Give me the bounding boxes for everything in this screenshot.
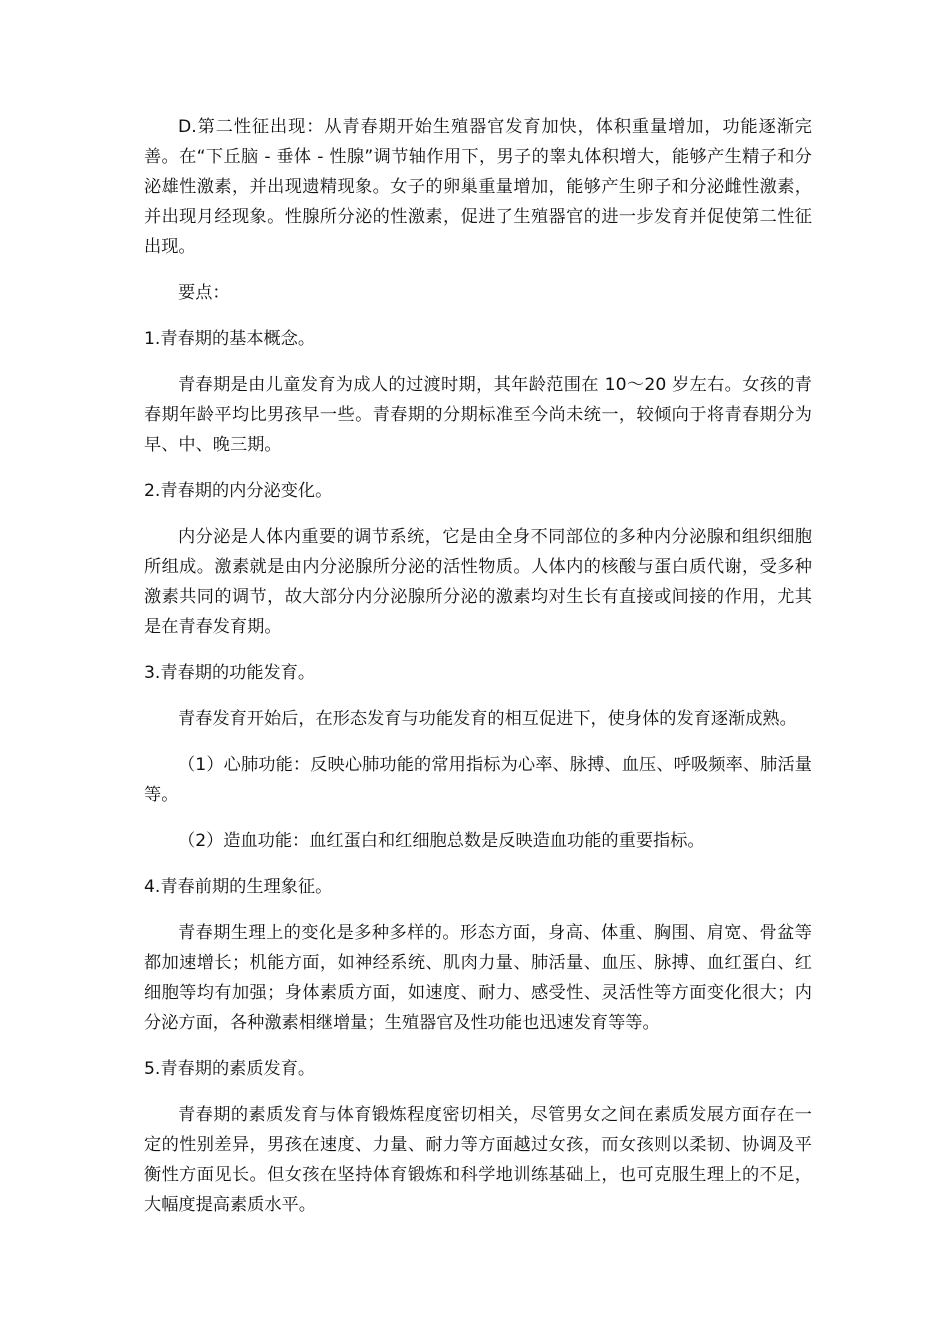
document-page — [144, 112, 812, 1220]
paragraph-key-points-label: 要点： — [178, 283, 230, 303]
heading-basic-concept: 1.青春期的基本概念。 — [144, 329, 316, 349]
paragraph-cardiopulmonary-function: （1）心肺功能：反映心肺功能的常用指标为心率、脉搏、血压、呼吸频率、肺活量等。 — [144, 755, 812, 805]
paragraph-endocrine-changes: 内分泌是人体内重要的调节系统，它是由全身不同部位的多种内分泌腺和组织细胞所组成。激素就是由内分泌腺所分泌的活性物质。人体内的核酸与蛋白质代谢，受多种激素共同的调节，故大部分内分泌腺所分泌的激素均对生长有直接或间接的作用，尤其是在青春发育期。 — [144, 527, 812, 637]
paragraph-functional-development: 青春发育开始后，在形态发育与功能发育的相互促进下，使身体的发育逐渐成熟。 — [178, 709, 797, 729]
paragraph-basic-concept: 青春期是由儿童发育为成人的过渡时期，其年龄范围在 10～20 岁左右。女孩的青春期年龄平均比男孩早一些。青春期的分期标准至今尚未统一，较倾向于将青春期分为早、中、晚三期。 — [144, 375, 812, 455]
heading-functional-development: 3.青春期的功能发育。 — [144, 663, 316, 683]
paragraph-physiological-signs: 青春期生理上的变化是多种多样的。形态方面，身高、体重、胸围、肩宽、骨盆等都加速增长；机能方面，如神经系统、肌肉力量、肺活量、血压、脉搏、血红蛋白、红细胞等均有加强；身体素质方面，如速度、耐力、感受性、灵活性等方面变化很大；内分泌方面，各种激素相继增量；生殖器官及性功能也迅速发育等等。 — [144, 923, 812, 1033]
heading-physiological-signs: 4.青春前期的生理象征。 — [144, 877, 333, 897]
heading-physical-quality: 5.青春期的素质发育。 — [144, 1059, 316, 1079]
paragraph-second-sex-characteristics: D.第二性征出现：从青春期开始生殖器官发育加快，体积重量增加，功能逐渐完善。在“下丘脑 - 垂体 - 性腺”调节轴作用下，男子的睾丸体积增大，能够产生精子和分泌雄性激素，并出现遗精现象。女子的卵巢重量增加，能够产生卵子和分泌雌性激素，并出现月经现象。性腺所分泌的性激素，促进了生殖器官的进一步发育并促使第二性征出现。 — [144, 117, 812, 257]
heading-endocrine-changes: 2.青春期的内分泌变化。 — [144, 481, 333, 501]
paragraph-hematopoietic-function: （2）造血功能：血红蛋白和红细胞总数是反映造血功能的重要指标。 — [178, 831, 705, 851]
paragraph-physical-quality: 青春期的素质发育与体育锻炼程度密切相关，尽管男女之间在素质发展方面存在一定的性别差异，男孩在速度、力量、耐力等方面越过女孩，而女孩则以柔韧、协调及平衡性方面见长。但女孩在坚持体育锻炼和科学地训练基础上，也可克服生理上的不足，大幅度提高素质水平。 — [144, 1105, 812, 1215]
